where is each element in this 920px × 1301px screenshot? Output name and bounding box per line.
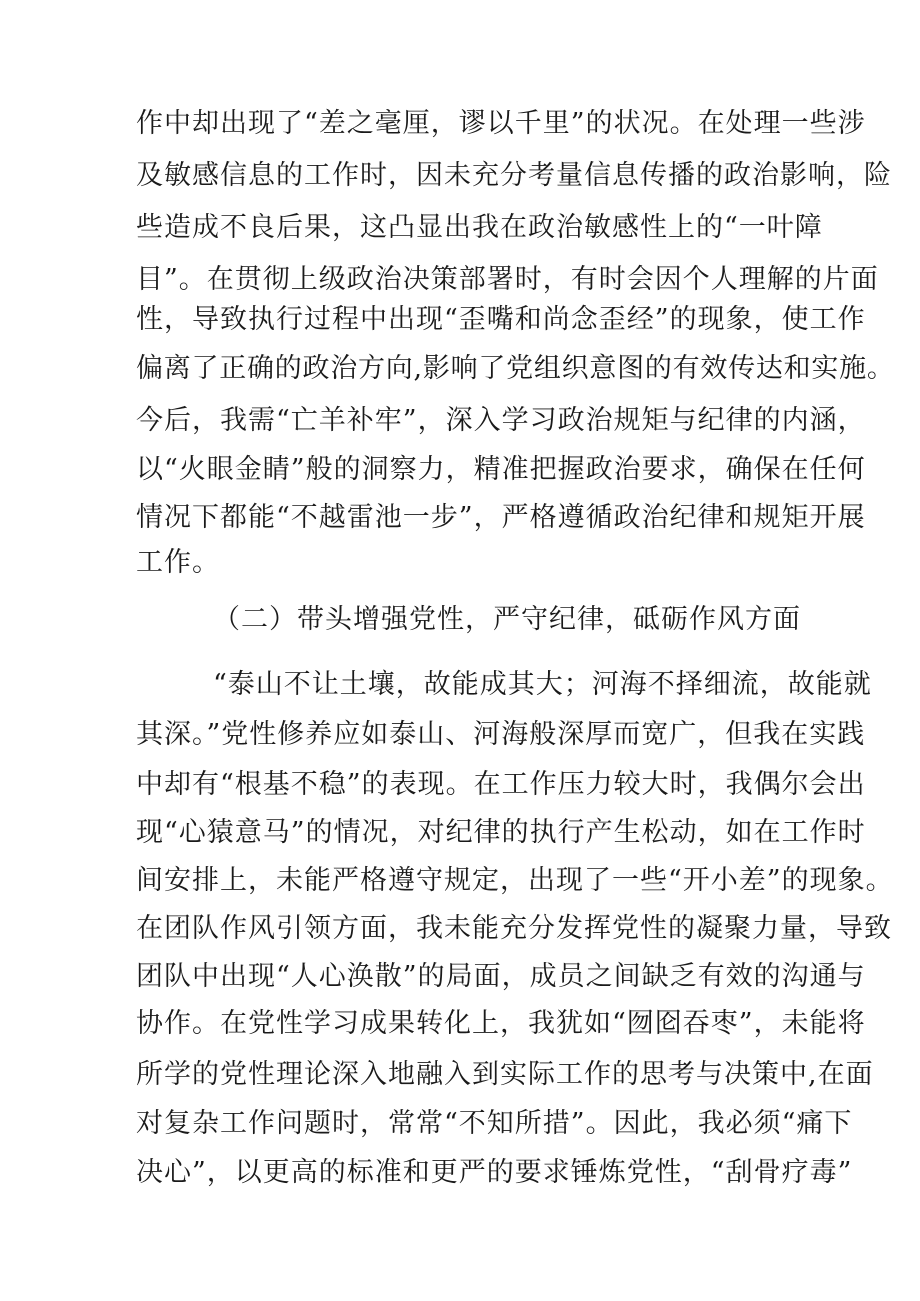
text-line: 团队中出现“人心涣散”的局面，成员之间缺乏有效的沟通与 [136,961,866,992]
text-line: 偏离了正确的政治方向,影响了党组织意图的有效传达和实施。 [136,353,895,384]
text-line: 及敏感信息的工作时，因未充分考量信息传播的政治影响，险 [136,160,892,191]
text-line: 些造成不良后果，这凸显出我在政治敏感性上的“一叶障 [136,212,823,243]
text-line: 中却有“根基不稳”的表现。在工作压力较大时，我偶尔会出 [136,769,866,800]
text-line: 以“火眼金睛”般的洞察力，精准把握政治要求，确保在任何 [136,454,866,485]
text-line: 性，导致执行过程中出现“歪嘴和尚念歪经”的现象，使工作 [136,304,866,335]
text-line: 今后，我需“亡羊补牢”，深入学习政治规矩与纪律的内涵， [136,405,866,436]
text-line: 决心”，以更高的标准和更严的要求锤炼党性，“刮骨疗毒” [136,1157,853,1188]
text-line: 现“心猿意马”的情况，对纪律的执行产生松动，如在工作时 [136,817,866,848]
text-line: “泰山不让土壤，故能成其大；河海不择细流，故能就 [213,669,872,700]
text-line: 协作。在党性学习成果转化上，我犹如“囫囵吞枣”，未能将 [136,1008,866,1039]
text-line: 作中却出现了“差之毫厘，谬以千里”的状况。在处理一些涉 [136,108,866,139]
text-line: 工作。 [136,547,220,578]
text-line: 情况下都能“不越雷池一步”，严格遵循政治纪律和规矩开展 [136,502,866,533]
section-heading: （二）带头增强党性，严守纪律，砥砺作风方面 [213,604,801,635]
text-line: 在团队作风引领方面，我未能充分发挥党性的凝聚力量，导致 [136,913,892,944]
text-line: 间安排上，未能严格遵守规定，出现了一些“开小差”的现象。 [136,865,894,896]
text-line: 对复杂工作问题时，常常“不知所措”。因此，我必须“痛下 [136,1108,853,1139]
text-line: 其深。”党性修养应如泰山、河海般深厚而宽广，但我在实践 [136,719,866,750]
text-line: 所学的党性理论深入地融入到实际工作的思考与决策中,在面 [136,1059,874,1090]
text-line: 目”。在贯彻上级政治决策部署时，有时会因个人理解的片面 [136,264,879,295]
